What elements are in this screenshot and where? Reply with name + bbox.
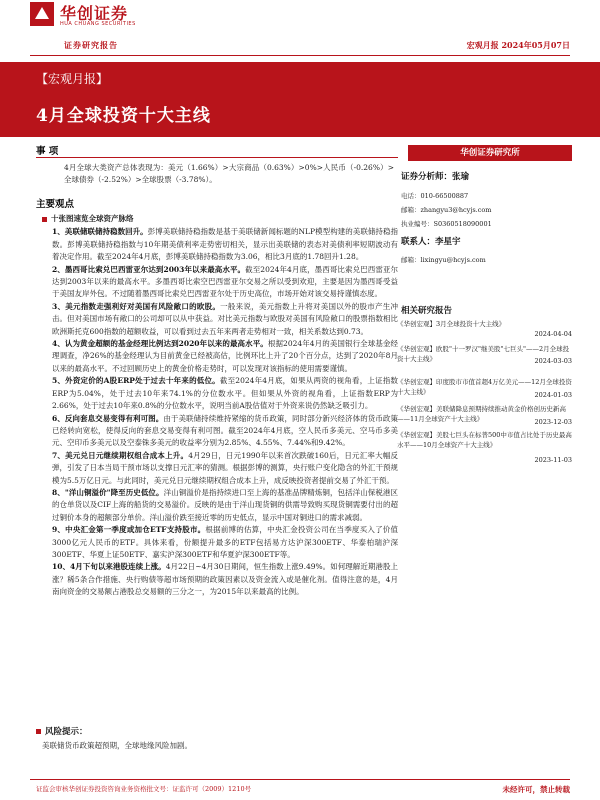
related-report-date: 2023-11-03 xyxy=(534,456,572,464)
view-point xyxy=(52,226,398,263)
events-heading: 事 项 xyxy=(36,146,59,157)
view-point xyxy=(52,487,398,524)
contact-label: 联系人：李星宇 xyxy=(401,237,461,247)
view-point xyxy=(52,264,398,301)
footer-license: 证监会审核华创证券投资咨询业务资格批文号：证监许可（2009）1210号 xyxy=(36,785,252,793)
related-report-date: 2024-04-04 xyxy=(534,330,572,338)
analyst-license: 执业编号：S0360518090001 xyxy=(401,220,492,228)
bullet-icon xyxy=(42,217,47,222)
related-report-title[interactable]: 《华创宏观】印度股市市值首超4万亿美元——12月全球投资十大主线》 xyxy=(397,378,572,396)
view-point-text: 彭博美联储持稳指数是基于美联储新闻标题的NLP模型构建的美联储持稳指数。彭博美联储持稳指数与10年期美债利率走势密切相关，显示出美联储的表态对美债利率短期波动有着决定作用。截至2024年4月底，彭博美联储持稳指数为3.06，相比3月底的1.78回升1.28。 xyxy=(52,227,398,262)
view-point-lead: 2、墨西哥比索兑巴西雷亚尔达到2003年以来最高水平。 xyxy=(52,264,246,274)
view-point xyxy=(52,338,398,375)
related-reports-title: 相关研究报告 xyxy=(401,306,453,316)
view-point-text: 4月29日，日元1990年以来首次跌破160后，日元汇率大幅反弹，引发了日本当局干预市场以支撑日元汇率的猜测。根据彭博的测算，央行账户变化隐含的外汇干预规模为5.5万亿日元。与此同时，美元兑日元继续期权组合成本上升，成反映投资者提前交易了外汇干预。 xyxy=(52,450,399,485)
view-point-lead: 1、美联储联储持稳数回升。 xyxy=(52,227,148,237)
view-point xyxy=(52,413,398,450)
view-point-text: 洋山铜溢价是指持续进口至上海的基准品牌精炼铜，包括洋山保税港区的仓单货以及CIF上海的船货的交易溢价。反映的是由于洋山现货铜的供需导致购买现货铜需要付出的超过铜价本身的超额部分单价。洋山溢价跌至接近零的历史低点，显示中国对铜进口的需求减弱。 xyxy=(52,487,398,522)
view-point-lead: 8、"洋山铜溢价"降至历史低位。 xyxy=(52,487,164,497)
views-heading: 主要观点 xyxy=(36,199,75,210)
events-rule xyxy=(36,157,398,158)
report-title: 4月全球投资十大主线 xyxy=(36,106,211,126)
view-point-lead: 3、美元指数走强利好对美国有风险敞口的欧股。 xyxy=(52,301,221,311)
risk-label: 风险提示： xyxy=(36,725,398,737)
logo-mark-icon xyxy=(30,2,54,26)
view-point-lead: 5、外资定价的A股ERP处于过去十年来的低位。 xyxy=(52,376,220,386)
view-point xyxy=(52,375,398,412)
view-point-text: 截至2024年4月底，如果从两资的视角看，上证指数ERP为5.04%，处于过去10年来74.1%的分位数水平。但如果从外资的视角看，上证指数ERP为2.66%，处于过去10年来0.8%的分位数水平，说明当前A股估值对于外资来说仍然缺乏吸引力。 xyxy=(52,376,398,411)
logo-text: 华创证券 xyxy=(60,4,129,23)
events-text: 4月全球大类资产总体表现为：美元（1.66%）>大宗商品（0.63%）>0%>人民币（-0.26%）>全球债券（-2.52%）>全球股票（-3.78%）。 xyxy=(64,163,394,185)
contact-email[interactable]: 邮箱：lixingyu@hcyjs.com xyxy=(401,256,486,264)
related-report-date: 2024-01-03 xyxy=(534,391,572,399)
view-point-lead: 6、反向套息交易变得有利可图。 xyxy=(52,413,164,423)
related-report-title[interactable]: 《华创宏观】美联储降息预期持续推动黄金价格创历史新高——11月全球资产十大主线》 xyxy=(397,405,566,423)
related-report-title[interactable]: 《华创宏观】欧股"十一罗汉"继美股"七巨头"——2月全球投资十大主线》 xyxy=(397,345,570,363)
views-body xyxy=(36,213,398,599)
view-point-lead: 9、中央汇金第一季度或加仓ETF支持股市。 xyxy=(52,525,206,535)
view-point-text: 根据前博的估算，中央汇金投资公司在当季度买入了价值3000亿元人民币的ETF。具体来看，份额提升最多的ETF包括易方达沪深300ETF、华泰柏瑞沪深300ETF、华夏上证50ETF、嘉实沪深300ETF和华夏沪深300ETF等。 xyxy=(52,525,398,559)
risk-text: 美联储货币政策超预期，全球地缘风险加剧。 xyxy=(42,741,192,750)
view-point xyxy=(52,450,398,487)
analyst-phone: 电话：010-66500887 xyxy=(401,192,469,200)
view-point-text: 根据2024年4月的美国银行全球基金经理调查，净26%的基金经理认为目前黄金已经被高估，比例环比上升了20个百分点，达到了2020年8月以来的最高水平。不过回顾历史上的黄金价格走势时，可以发现对该指标的使用需要谨慎。 xyxy=(52,339,398,373)
related-report-title[interactable]: 《华创宏观】3月全球投资十大主线》 xyxy=(397,320,506,328)
related-report-title[interactable]: 《华创宏观】美股七巨头在标普500中市值占比处于历史最高水平——10月全球资产十大主线》 xyxy=(397,431,572,449)
views-subhead: 十张图速览全球资产脉络 xyxy=(42,213,398,225)
view-point xyxy=(52,301,398,338)
views-points xyxy=(36,226,398,598)
view-point-text: 4月22日~4月30日期间，恒生指数上涨9.49%。如何理解近期港股上涨？稀5条合作措施、央行购债等超市场预期的政策因素以及资金流入或是催化剂。值得注意的是，4月南向资金的交易额占港股总交易额的三分之一，为2015年以来最高的比例。 xyxy=(52,562,398,597)
document-type: 证券研究报告 xyxy=(64,40,118,50)
related-report-date: 2024-03-03 xyxy=(534,357,572,365)
logo-subtext: HUA CHUANG SECURITIES xyxy=(60,21,136,27)
analyst-email[interactable]: 邮箱：zhangyu3@hcyjs.com xyxy=(401,206,492,214)
analyst-label: 证券分析师：张瑜 xyxy=(401,172,470,182)
risk-section xyxy=(36,725,398,752)
view-point-lead: 10、4月下旬以来港股连续上涨。 xyxy=(52,562,166,572)
research-institute-header: 华创证券研究所 xyxy=(408,145,572,161)
view-point-lead: 7、美元兑日元继续期权组合成本上升。 xyxy=(52,450,189,460)
bullet-icon xyxy=(36,729,41,734)
view-point-text: 一般来说，美元指数上升将对美国以外的股市产生冲击。但对美国市场有敞口的公司却可以从中获益。对比美元指数与欧股对美国有风险敞口的股票指数相比欧洲斯托克600指数的超额收益，可以看到过去五年来两者走势相对一致，相关系数达到0.73。 xyxy=(52,301,398,336)
view-point-text: 截至2024年4月底，墨西哥比索兑巴西雷亚尔达到2003年以来的最高水平。多墨西哥比索空巴西雷亚尔交易之所以受到欢迎，主要是因为墨西哥受益于美国友岸外包。不过随着墨西哥比索兑巴西雷亚尔处于历史高位，市场开始对该交易持谨慎态度。 xyxy=(52,264,399,299)
view-point-lead: 4、认为黄金超额的基金经理比例达到2020年以来的最高水平。 xyxy=(52,339,268,349)
header-divider xyxy=(30,55,570,56)
report-category: 【宏观月报】 xyxy=(36,72,109,86)
view-point xyxy=(52,561,398,598)
view-point xyxy=(52,524,398,561)
footer-divider xyxy=(30,779,570,780)
view-point-text: 由于美联储持续维持紧缩的货币政策，同时部分新兴经济体的货币政策已经转向宽松，使得反向的套息交易变得有利可图。截至2024年4月底，空人民币多美元、空马币多美元、空印币多美元以及空泰铢多美元的收益率分别为2.85%、4.55%、7.44%和9.42%。 xyxy=(52,413,398,448)
related-report-date: 2023-12-03 xyxy=(534,418,572,426)
report-meta: 宏观月报 2024年05月07日 xyxy=(466,40,570,50)
footer-notice: 未经许可，禁止转载 xyxy=(502,785,570,794)
